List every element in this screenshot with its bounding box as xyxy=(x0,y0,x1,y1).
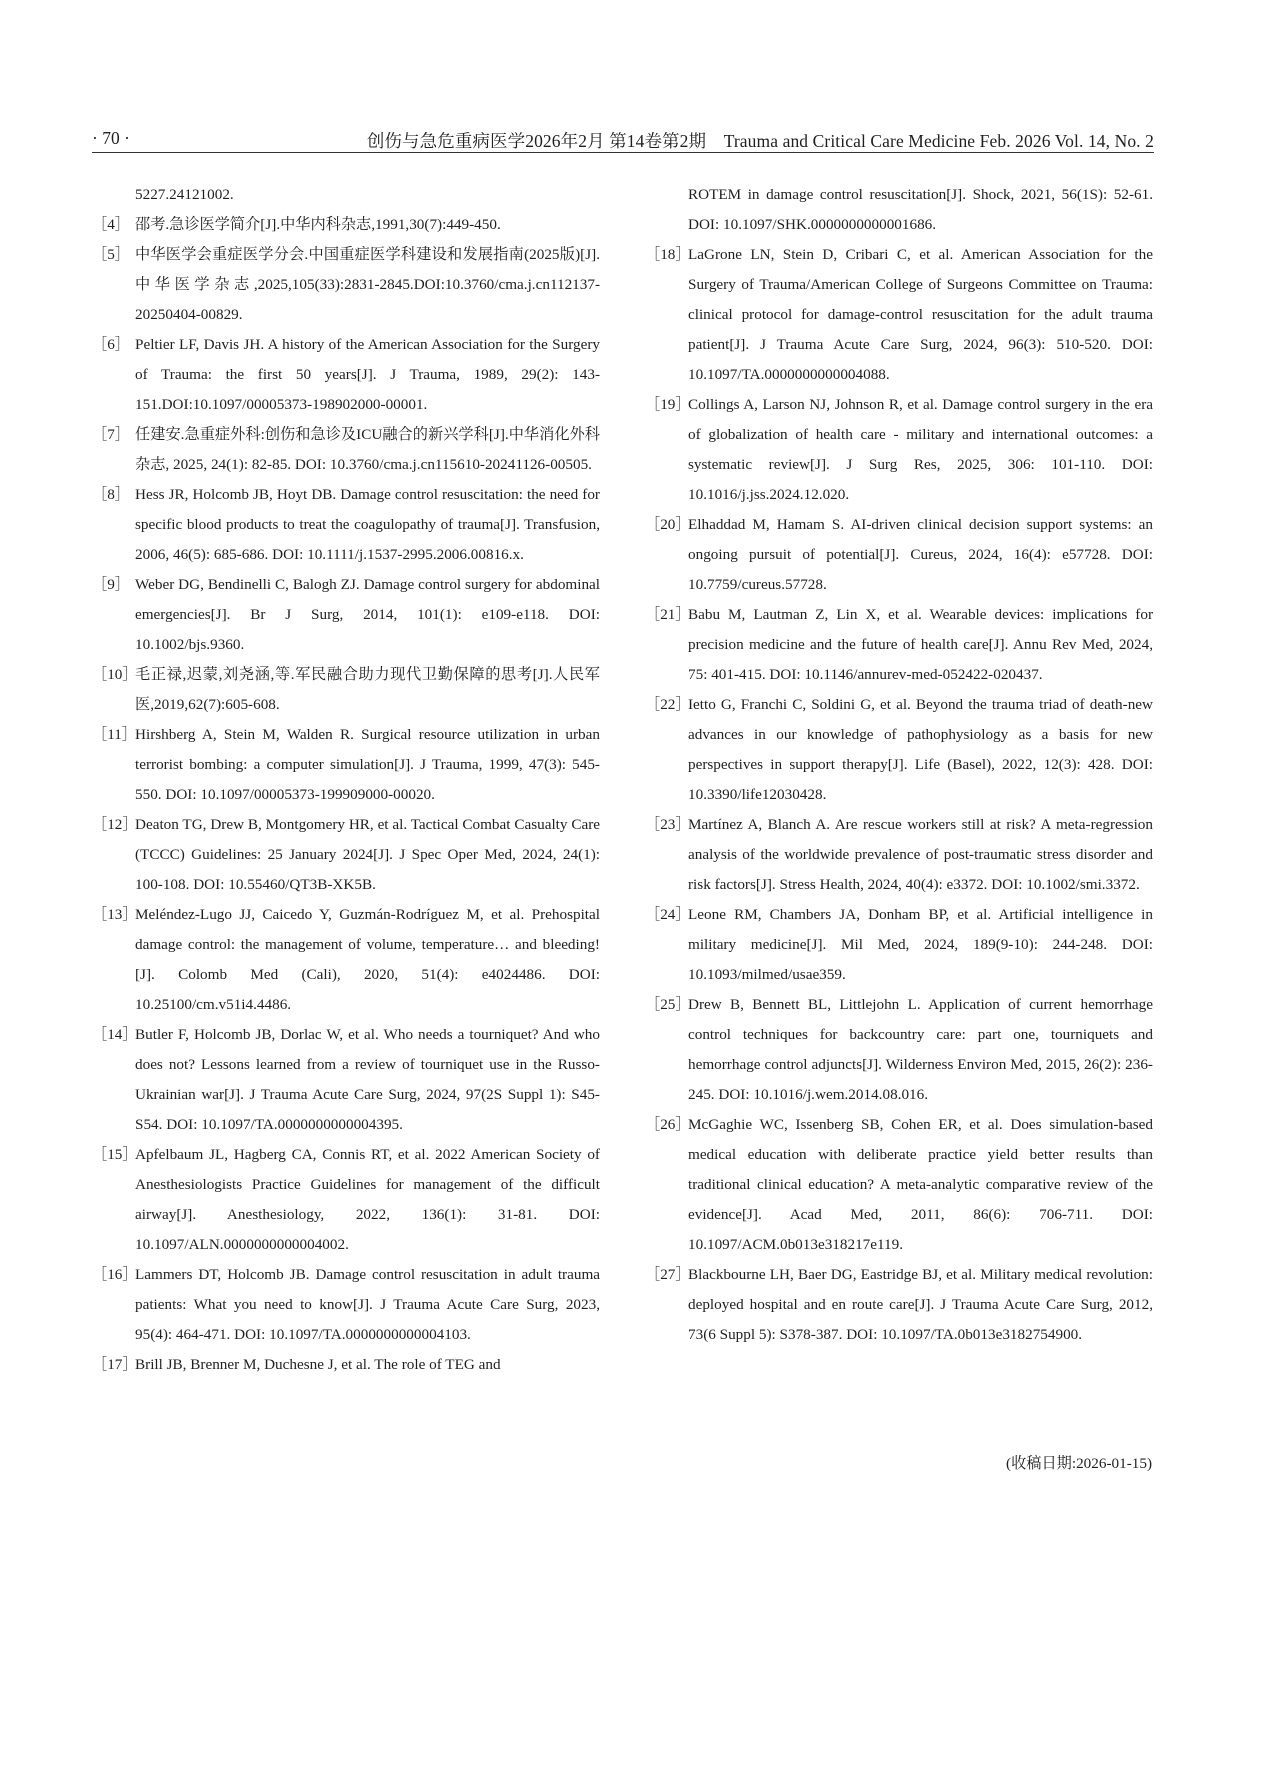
reference-text: Martínez A, Blanch A. Are rescue workers still at risk? A meta-regression analysis of the worldwide prevalence of post-traumatic stress disorder and risk factors[J]. Stress Health, 2024, 40(4): e3372. DOI: 10.1002/smi.3372. xyxy=(688,816,1153,893)
reference-number: ［20］ xyxy=(645,516,691,533)
reference-entry xyxy=(645,810,1153,900)
reference-entry xyxy=(92,210,600,240)
reference-number: ［21］ xyxy=(645,606,691,623)
running-title: 创伤与急危重病医学2026年2月 第14卷第2期 Trauma and Critical Care Medicine Feb. 2026 Vol. 14, No. 2 xyxy=(366,131,1154,151)
reference-entry xyxy=(645,990,1153,1110)
reference-number: ［18］ xyxy=(645,246,691,263)
reference-entry xyxy=(645,690,1153,810)
reference-entry xyxy=(92,1140,600,1260)
reference-list-right xyxy=(645,180,1153,1350)
reference-entry xyxy=(92,810,600,900)
reference-entry xyxy=(645,900,1153,990)
page-number: · 70 · xyxy=(92,128,130,148)
reference-number: ［22］ xyxy=(645,696,691,713)
reference-text: 邵考.急诊医学简介[J].中华内科杂志,1991,30(7):449-450. xyxy=(135,216,501,233)
reference-entry xyxy=(92,330,600,420)
reference-text: Blackbourne LH, Baer DG, Eastridge BJ, et al. Military medical revolution: deployed hospital and en route care[J]. J Trauma Acute Care Surg, 2012, 73(6 Suppl 5): S378-387. DOI: 10.1097/TA.0b013e3182754900. xyxy=(688,1266,1153,1343)
reference-entry xyxy=(92,480,600,570)
reference-number: ［15］ xyxy=(92,1146,138,1163)
reference-text: Hirshberg A, Stein M, Walden R. Surgical resource utilization in urban terrorist bombing: a computer simulation[J]. J Trauma, 1999, 47(3): 545-550. DOI: 10.1097/00005373-199909000-00020. xyxy=(135,726,600,803)
reference-number: ［16］ xyxy=(92,1266,138,1283)
reference-number: ［7］ xyxy=(92,426,130,443)
reference-number: ［23］ xyxy=(645,816,691,833)
reference-entry xyxy=(92,1260,600,1350)
reference-text: Lammers DT, Holcomb JB. Damage control resuscitation in adult trauma patients: What you need to know[J]. J Trauma Acute Care Surg, 2023, 95(4): 464-471. DOI: 10.1097/TA.0000000000004103. xyxy=(135,1266,600,1343)
reference-text: Hess JR, Holcomb JB, Hoyt DB. Damage control resuscitation: the need for specific blood products to treat the coagulopathy of trauma[J]. Transfusion, 2006, 46(5): 685-686. DOI: 10.1111/j.1537-2995.2006.00816.x. xyxy=(135,486,600,563)
reference-number: ［17］ xyxy=(92,1356,138,1373)
reference-number: ［14］ xyxy=(92,1026,138,1043)
reference-text: Butler F, Holcomb JB, Dorlac W, et al. Who needs a tourniquet? And who does not? Lessons learned from a review of tourniquet use in the Russo-Ukrainian war[J]. J Trauma Acute Care Surg, 2024, 97(2S Suppl 1): S45-S54. DOI: 10.1097/TA.0000000000004395. xyxy=(135,1026,600,1133)
reference-entry xyxy=(92,570,600,660)
reference-entry xyxy=(92,1350,600,1380)
reference-text: Apfelbaum JL, Hagberg CA, Connis RT, et al. 2022 American Society of Anesthesiologists Practice Guidelines for management of the difficult airway[J]. Anesthesiology, 2022, 136(1): 31-81. DOI: 10.1097/ALN.0000000000004002. xyxy=(135,1146,600,1253)
reference-text: Elhaddad M, Hamam S. AI-driven clinical decision support systems: an ongoing pursuit of potential[J]. Cureus, 2024, 16(4): e57728. DOI: 10.7759/cureus.57728. xyxy=(688,516,1153,593)
reference-entry xyxy=(92,720,600,810)
reference-text: Drew B, Bennett BL, Littlejohn L. Application of current hemorrhage control techniques for backcountry care: part one, tourniquets and hemorrhage control adjuncts[J]. Wilderness Environ Med, 2015, 26(2): 236-245. DOI: 10.1016/j.wem.2014.08.016. xyxy=(688,996,1153,1103)
reference-number: ［25］ xyxy=(645,996,691,1013)
reference-number: ［13］ xyxy=(92,906,138,923)
reference-entry xyxy=(645,1260,1153,1350)
reference-text: Leone RM, Chambers JA, Donham BP, et al. Artificial intelligence in military medicine[J]. Mil Med, 2024, 189(9-10): 244-248. DOI: 10.1093/milmed/usae359. xyxy=(688,906,1153,983)
reference-number: ［9］ xyxy=(92,576,130,593)
reference-entry xyxy=(645,240,1153,390)
reference-text: 5227.24121002. xyxy=(135,186,234,203)
reference-number: ［5］ xyxy=(92,246,130,263)
reference-entry xyxy=(645,510,1153,600)
reference-entry xyxy=(92,180,600,210)
reference-text: 中华医学会重症医学分会.中国重症医学科建设和发展指南(2025版)[J].中华医学杂志,2025,105(33):2831-2845.DOI:10.3760/cma.j.cn112137-20250404-00829. xyxy=(135,246,600,323)
reference-entry xyxy=(645,180,1153,240)
reference-number: ［11］ xyxy=(92,726,137,743)
reference-entry xyxy=(645,1110,1153,1260)
reference-text: McGaghie WC, Issenberg SB, Cohen ER, et al. Does simulation-based medical education with deliberate practice yield better results than traditional clinical education? A meta-analytic comparative review of the evidence[J]. Acad Med, 2011, 86(6): 706-711. DOI: 10.1097/ACM.0b013e318217e119. xyxy=(688,1116,1153,1253)
reference-number: ［4］ xyxy=(92,216,130,233)
reference-list-left xyxy=(92,180,600,1380)
reference-text: Peltier LF, Davis JH. A history of the American Association for the Surgery of Trauma: the first 50 years[J]. J Trauma, 1989, 29(2): 143-151.DOI:10.1097/00005373-198902000-00001. xyxy=(135,336,600,413)
reference-text: 毛正禄,迟蒙,刘尧涵,等.军民融合助力现代卫勤保障的思考[J].人民军医,2019,62(7):605-608. xyxy=(135,666,600,713)
received-date: (收稿日期:2026-01-15) xyxy=(1006,1455,1152,1472)
reference-text: 任建安.急重症外科:创伤和急诊及ICU融合的新兴学科[J].中华消化外科杂志, 2025, 24(1): 82-85. DOI: 10.3760/cma.j.cn115610-20241126-00505. xyxy=(135,426,600,473)
reference-entry xyxy=(92,240,600,330)
reference-number: ［24］ xyxy=(645,906,691,923)
reference-text: Brill JB, Brenner M, Duchesne J, et al. The role of TEG and xyxy=(135,1356,501,1373)
reference-number: ［10］ xyxy=(92,666,138,683)
reference-text: LaGrone LN, Stein D, Cribari C, et al. American Association for the Surgery of Trauma/American College of Surgeons Committee on Trauma: clinical protocol for damage-control resuscitation for the adult trauma patient[J]. J Trauma Acute Care Surg, 2024, 96(3): 510-520. DOI: 10.1097/TA.0000000000004088. xyxy=(688,246,1153,383)
reference-number: ［6］ xyxy=(92,336,130,353)
reference-text: Deaton TG, Drew B, Montgomery HR, et al. Tactical Combat Casualty Care (TCCC) Guidelines: 25 January 2024[J]. J Spec Oper Med, 2024, 24(1): 100-108. DOI: 10.55460/QT3B-XK5B. xyxy=(135,816,600,893)
reference-number: ［19］ xyxy=(645,396,691,413)
reference-entry xyxy=(645,600,1153,690)
reference-entry xyxy=(92,900,600,1020)
reference-text: ROTEM in damage control resuscitation[J]. Shock, 2021, 56(1S): 52-61. DOI: 10.1097/SHK.0000000000001686. xyxy=(688,186,1153,233)
reference-entry xyxy=(92,420,600,480)
reference-entry xyxy=(645,390,1153,510)
reference-text: Ietto G, Franchi C, Soldini G, et al. Beyond the trauma triad of death-new advances in our knowledge of pathophysiology as a basis for new perspectives in support therapy[J]. Life (Basel), 2022, 12(3): 428. DOI: 10.3390/life12030428. xyxy=(688,696,1153,803)
reference-text: Meléndez-Lugo JJ, Caicedo Y, Guzmán-Rodríguez M, et al. Prehospital damage control: the management of volume, temperature… and bleeding![J]. Colomb Med (Cali), 2020, 51(4): e4024486. DOI: 10.25100/cm.v51i4.4486. xyxy=(135,906,600,1013)
reference-number: ［8］ xyxy=(92,486,130,503)
reference-number: ［26］ xyxy=(645,1116,691,1133)
reference-entry xyxy=(92,660,600,720)
reference-text: Weber DG, Bendinelli C, Balogh ZJ. Damage control surgery for abdominal emergencies[J]. Br J Surg, 2014, 101(1): e109-e118. DOI: 10.1002/bjs.9360. xyxy=(135,576,600,653)
page-header xyxy=(92,128,1154,153)
reference-entry xyxy=(92,1020,600,1140)
reference-number: ［12］ xyxy=(92,816,138,833)
reference-text: Babu M, Lautman Z, Lin X, et al. Wearable devices: implications for precision medicine and the future of health care[J]. Annu Rev Med, 2024, 75: 401-415. DOI: 10.1146/annurev-med-052422-020437. xyxy=(688,606,1153,683)
reference-number: ［27］ xyxy=(645,1266,691,1283)
reference-text: Collings A, Larson NJ, Johnson R, et al. Damage control surgery in the era of globalization of health care - military and international outcomes: a systematic review[J]. J Surg Res, 2025, 306: 101-110. DOI: 10.1016/j.jss.2024.12.020. xyxy=(688,396,1153,503)
